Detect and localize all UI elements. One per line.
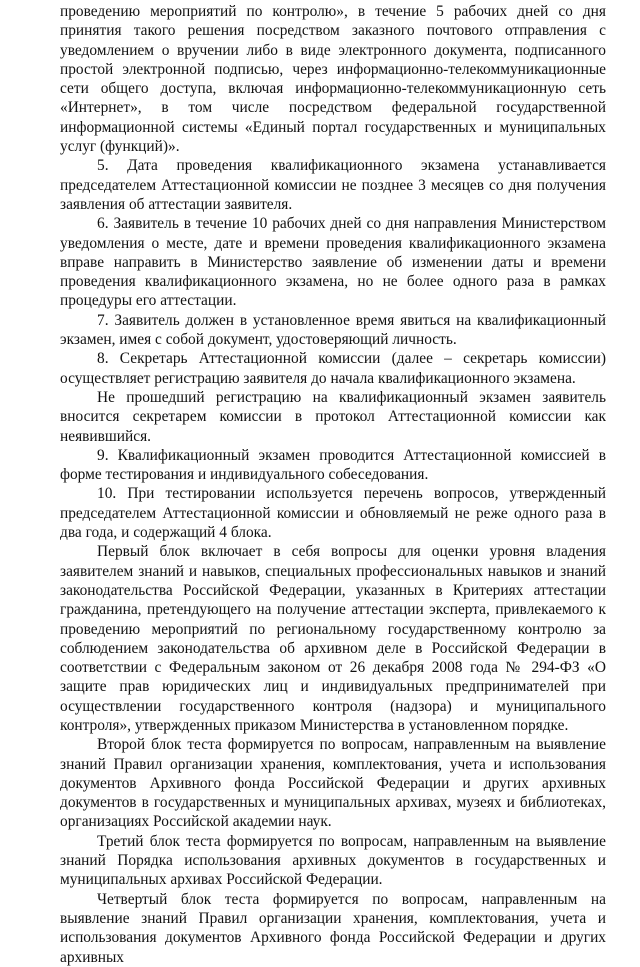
paragraph-item-7: 7. Заявитель должен в установленное время явиться на квалификационный экзамен, имея с собой документ, удостоверяющий личность. bbox=[60, 311, 606, 349]
paragraph-item-10: 10. При тестировании используется перечень вопросов, утвержденный председателем Аттестационной комиссии и обновляемый не реже одного раза в два года, и содержащий 4 блока. bbox=[60, 485, 606, 542]
paragraph-item-6: 6. Заявитель в течение 10 рабочих дней со дня направления Министерством уведомления о месте, дате и времени проведения квалификационного экзамена вправе направить в Министерство заявление об изменении даты и времени проведения квалификационного экзамена, но не более одного раза в рамках процедуры его аттестации. bbox=[60, 215, 606, 310]
paragraph-continuation: проведению мероприятий по контролю», в течение 5 рабочих дней со дня принятия такого решения посредством заказного почтового отправления с уведомлением о вручении либо в виде электронного документа, подписанного простой электронной подписью, через информационно-телекоммуникационные сети общего доступа, включая информационно-телекоммуникационную сеть «Интернет», в том числе посредством федеральной государственной информационной системы «Единый портал государственных и муниципальных услуг (функций)». bbox=[60, 3, 606, 156]
paragraph-block-2: Второй блок теста формируется по вопросам, направленным на выявление знаний Правил организации хранения, комплектования, учета и использования документов Архивного фонда Российской Федерации и других архивных документов в государственных и муниципальных архивах, музеях и библиотеках, организациях Российской академии наук. bbox=[60, 736, 606, 831]
paragraph-registration: Не прошедший регистрацию на квалификационный экзамен заявитель вносится секретарем комиссии в протокол Аттестационной комиссии как неявившийся. bbox=[60, 388, 606, 445]
paragraph-item-8: 8. Секретарь Аттестационной комиссии (далее – секретарь комиссии) осуществляет регистрацию заявителя до начала квалификационного экзамена. bbox=[60, 350, 606, 387]
document-body bbox=[60, 2, 606, 967]
paragraph-block-1: Первый блок включает в себя вопросы для оценки уровня владения заявителем знаний и навыков, специальных профессиональных навыков и знаний законодательства Российской Федерации, указанных в Критериях аттестации гражданина, претендующего на получение аттестации эксперта, привлекаемого к проведению мероприятий по региональному государственному контролю за соблюдением законодательства об архивном деле в Российской Федерации в соответствии с Федеральным законом от 26 декабря 2008 года № 294-ФЗ «О защите прав юридических лиц и индивидуальных предпринимателей при осуществлении государственного контроля (надзора) и муниципального контроля», утвержденных приказом Министерства в установленном порядке. bbox=[60, 543, 606, 734]
paragraph-item-5: 5. Дата проведения квалификационного экзамена устанавливается председателем Аттестационной комиссии не позднее 3 месяцев со дня получения заявления об аттестации заявителя. bbox=[60, 157, 606, 213]
paragraph-block-4: Четвертый блок теста формируется по вопросам, направленным на выявление знаний Правил организации хранения, комплектования, учета и использования документов Архивного фонда Российской Федерации и других архивных bbox=[60, 890, 606, 966]
paragraph-block-3: Третий блок теста формируется по вопросам, направленным на выявление знаний Порядка использования архивных документов в государственных и муниципальных архивах Российской Федерации. bbox=[60, 832, 606, 889]
paragraph-item-9: 9. Квалификационный экзамен проводится Аттестационной комиссией в форме тестирования и индивидуального собеседования. bbox=[60, 446, 606, 484]
